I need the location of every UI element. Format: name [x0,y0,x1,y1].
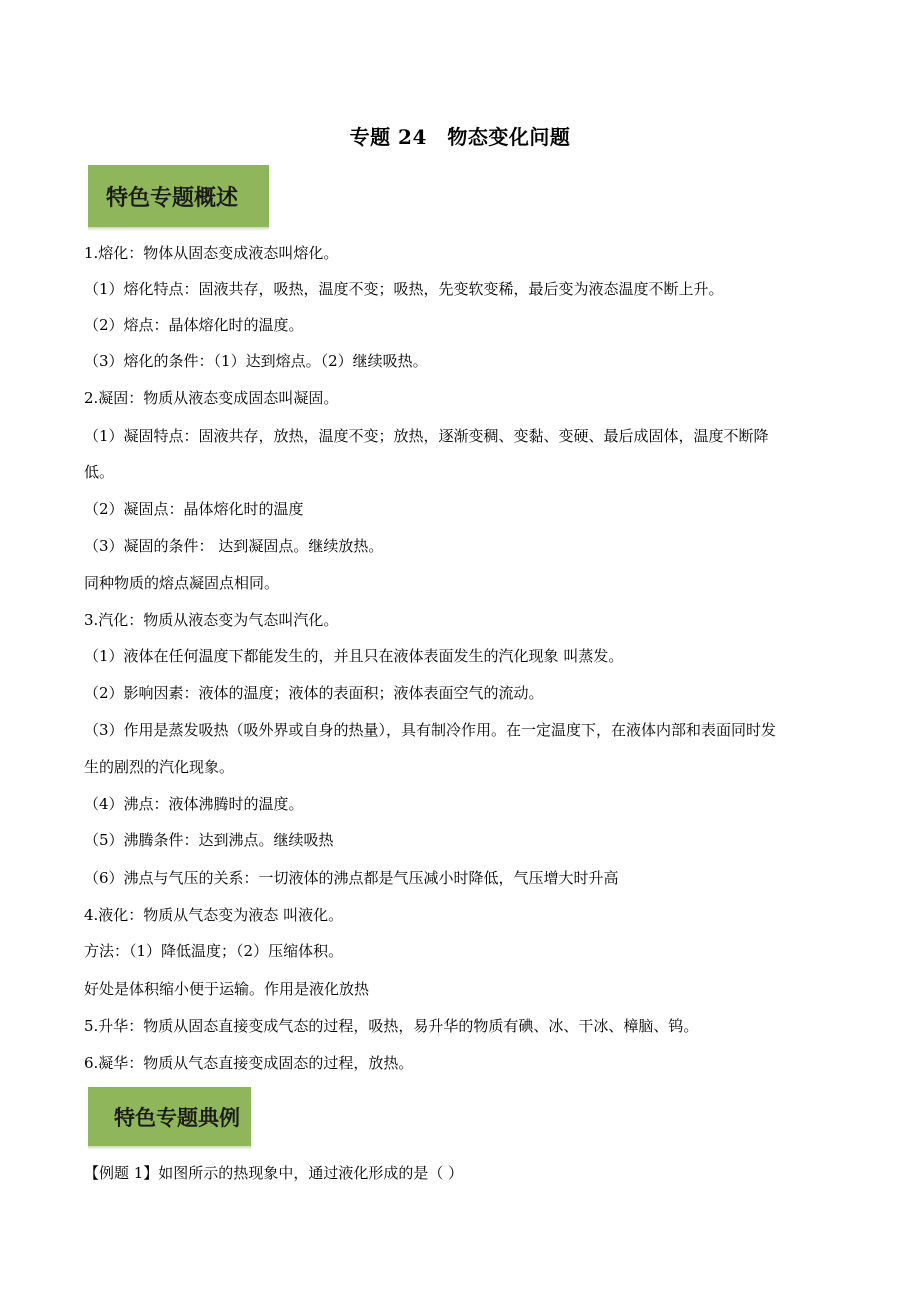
text-line: （1）凝固特点：固液共存，放热，温度不变；放热，逐渐变稠、变黏、变硬、最后成固体，温度不断降 [84,427,769,445]
text-line: 低。 [84,463,115,481]
text-line: （4）沸点：液体沸腾时的温度。 [84,795,304,813]
text-line: （6）沸点与气压的关系：一切液体的沸点都是气压减小时降低，气压增大时升高 [84,869,619,887]
text-line: （2）影响因素：液体的温度；液体的表面积；液体表面空气的流动。 [84,684,544,702]
text-line: （2）凝固点：晶体熔化时的温度 [84,500,304,518]
text-line: （3）凝固的条件： 达到凝固点。继续放热。 [84,537,384,555]
section-heading-label: 特色专题典例 [114,1105,240,1130]
text-line: 1.熔化：物体从固态变成液态叫熔化。 [84,244,339,262]
text-line: （3）熔化的条件：（1）达到熔点。（2）继续吸热。 [84,352,428,370]
text-line: （2）熔点：晶体熔化时的温度。 [84,316,304,334]
text-line: （1）熔化特点：固液共存，吸热，温度不变；吸热，先变软变稀，最后变为液态温度不断上升。 [84,280,724,298]
text-line: 2.凝固：物质从液态变成固态叫凝固。 [84,389,339,407]
text-line: 4.液化：物质从气态变为液态 叫液化。 [84,906,344,924]
text-line: （3）作用是蒸发吸热（吸外界或自身的热量），具有制冷作用。在一定温度下，在液体内部和表面同时发 [84,721,777,739]
text-line: 5.升华：物质从固态直接变成气态的过程，吸热，易升华的物质有碘、冰、干冰、樟脑、钨。 [84,1017,699,1035]
text-line: 同种物质的熔点凝固点相同。 [84,574,280,592]
section-heading-overview [88,165,269,227]
section-heading-examples [88,1087,251,1146]
example-question: 【例题 1】如图所示的热现象中，通过液化形成的是（ ） [84,1164,464,1182]
text-line: 生的剧烈的汽化现象。 [84,758,235,776]
page-title: 专题 24 物态变化问题 [349,125,571,149]
text-line: （1）液体在任何温度下都能发生的，并且只在液体表面发生的汽化现象 叫蒸发。 [84,647,624,665]
text-line: 好处是体积缩小便于运输。作用是液化放热 [84,980,370,998]
section-heading-label: 特色专题概述 [106,185,239,211]
text-line: （5）沸腾条件：达到沸点。继续吸热 [84,831,334,849]
text-line: 3.汽化：物质从液态变为气态叫汽化。 [84,611,339,629]
text-line: 方法：（1）降低温度；（2）压缩体积。 [84,942,344,960]
text-line: 6.凝华：物质从气态直接变成固态的过程，放热。 [84,1054,414,1072]
